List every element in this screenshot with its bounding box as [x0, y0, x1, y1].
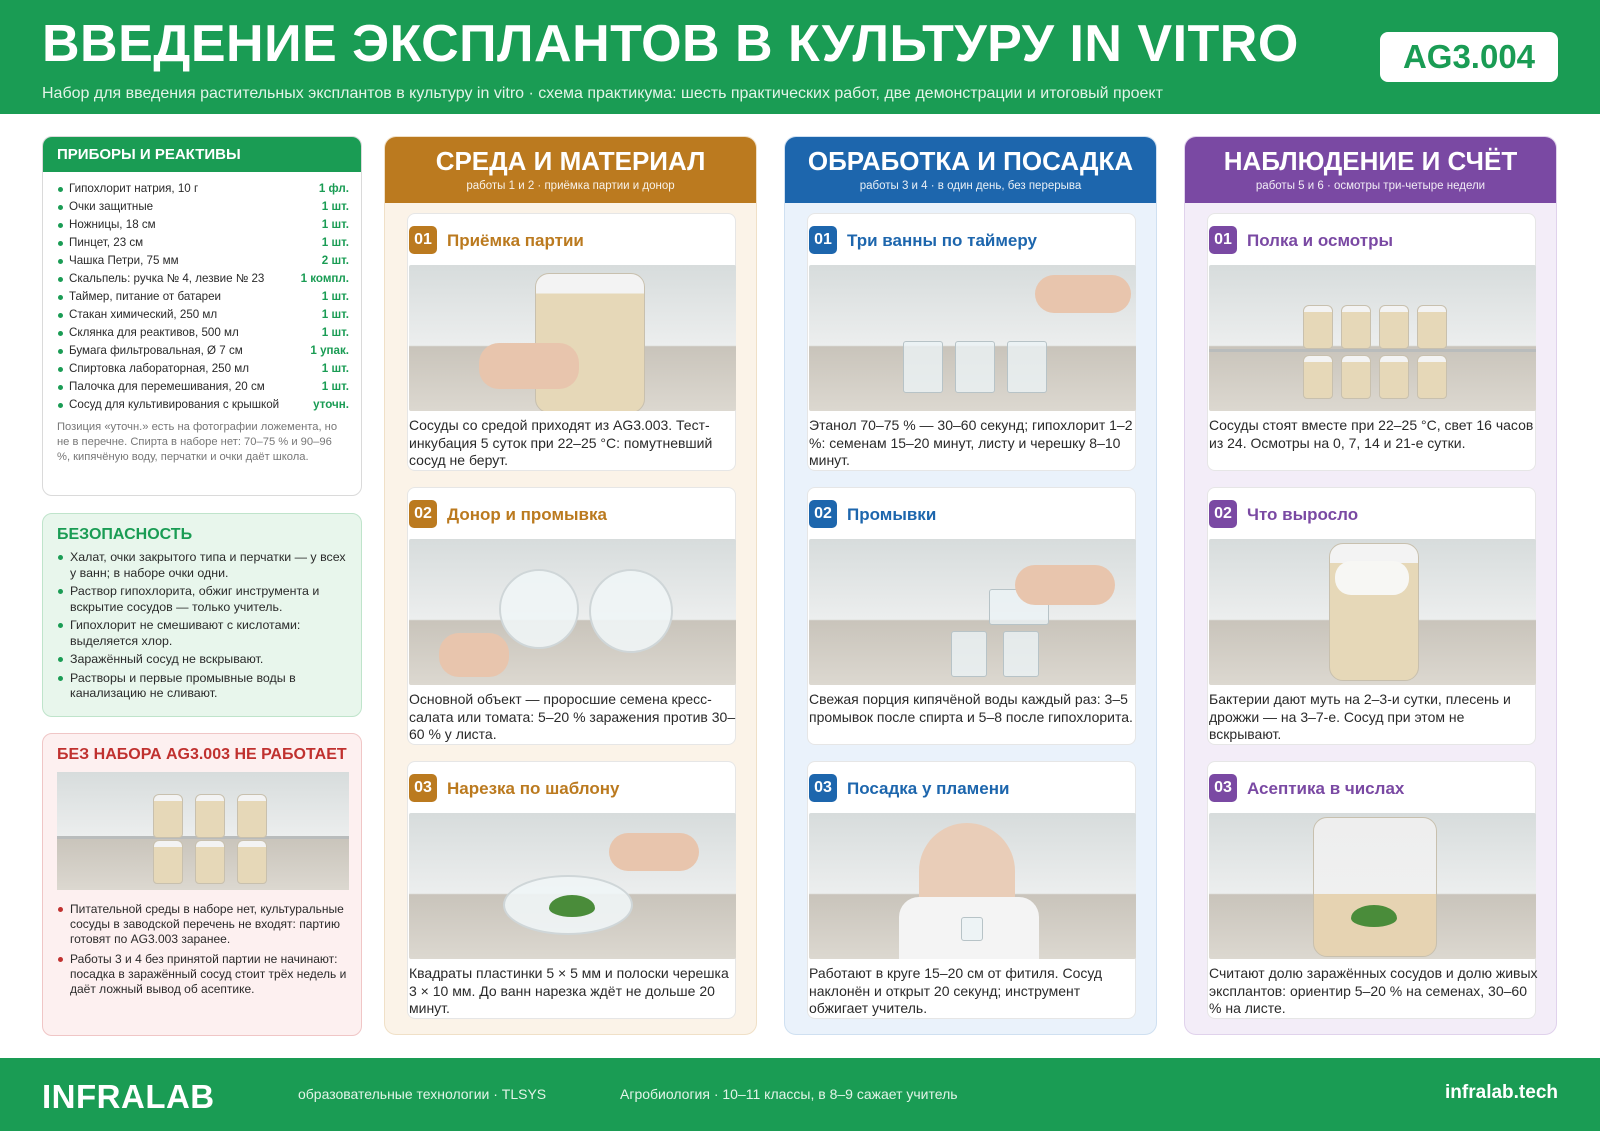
- step-card: [1207, 487, 1536, 745]
- step-card: [807, 487, 1136, 745]
- step-title: Нарезка по шаблону: [447, 779, 620, 798]
- step-number: 01: [809, 226, 837, 254]
- step-title: Асептика в числах: [1247, 779, 1405, 798]
- equipment-item: Гипохлорит натрия, 10 г 1 фл.: [57, 180, 349, 198]
- equipment-item: Спиртовка лабораторная, 250 мл 1 шт.: [57, 360, 349, 378]
- equipment-item: Склянка для реактивов, 500 мл 1 шт.: [57, 324, 349, 342]
- column-title: ОБРАБОТКА И ПОСАДКА: [807, 146, 1134, 176]
- column-subtitle: работы 1 и 2 · приёмка партии и донор: [466, 180, 675, 192]
- step-card: [1207, 761, 1536, 1019]
- page-footer: [0, 1058, 1600, 1131]
- column-medium-material: [384, 136, 757, 1035]
- page-subtitle: Набор для введения растительных эксплантов в культуру in vitro · схема практикума: шесть практических работ, две демонстрации и итоговый проект: [42, 85, 1163, 102]
- page-header: [0, 0, 1600, 114]
- step-title: Промывки: [847, 505, 937, 524]
- warning-panel: [42, 733, 362, 1036]
- step-text: Работают в круге 15–20 см от фитиля. Сосуд наклонён и открыт 20 секунд; инструмент обжигает учитель.: [809, 965, 1103, 1016]
- step-number: 01: [409, 226, 437, 254]
- safety-title: БЕЗОПАСНОСТЬ: [57, 526, 193, 543]
- warning-item: Питательной среды в наборе нет, культуральные сосуды в заводской перечень не входят: партию готовят по AG3.003 заранее.: [57, 902, 347, 947]
- step-text: Считают долю заражённых сосудов и долю живых эксплантов: ориентир 5–20 % на семенах, 30–60 % на листе.: [1209, 965, 1538, 1016]
- column-observation-count: [1184, 136, 1557, 1035]
- step-text: Сосуды стоят вместе при 22–25 °С, свет 16 часов из 24. Осмотры на 0, 7, 14 и 21-е сутки.: [1209, 417, 1534, 451]
- footer-company: образовательные технологии · TLSYS: [298, 1086, 547, 1102]
- equipment-item: Сосуд для культивирования с крышкой уточн.: [57, 396, 349, 414]
- step-number: 02: [409, 500, 437, 528]
- equipment-note: Позиция «уточн.» есть на фотографии ложемента, но не в перечне. Спирта в наборе нет: 70–75 % и 90–96 %, кипячёную воду, перчатки и очки даёт школа.: [57, 421, 338, 463]
- equipment-item: Стакан химический, 250 мл 1 шт.: [57, 306, 349, 324]
- step-card: [807, 761, 1136, 1019]
- step-card: [407, 213, 736, 471]
- step-card: [407, 761, 736, 1019]
- step-title: Донор и промывка: [447, 505, 607, 524]
- step-text: Квадраты пластинки 5 × 5 мм и полоски черешка 3 × 10 мм. До ванн нарезка ждёт не дольше 20 минут.: [409, 965, 729, 1016]
- equipment-item: Чашка Петри, 75 мм 2 шт.: [57, 252, 349, 270]
- safety-panel: [42, 513, 362, 717]
- warning-photo-jars: [57, 772, 349, 890]
- equipment-item: Пинцет, 23 см 1 шт.: [57, 234, 349, 252]
- equipment-title: ПРИБОРЫ И РЕАКТИВЫ: [43, 137, 361, 172]
- warning-item: Работы 3 и 4 без принятой партии не начинают: посадка в заражённый сосуд стоит трёх недель и даёт ложный вывод об асептике.: [57, 952, 347, 997]
- step-title: Полка и осмотры: [1247, 231, 1393, 250]
- equipment-item: Палочка для перемешивания, 20 см 1 шт.: [57, 378, 349, 396]
- step-title: Посадка у пламени: [847, 779, 1010, 798]
- step-number: 01: [1209, 226, 1237, 254]
- photo-rinsing: [809, 539, 1136, 685]
- step-title: Что выросло: [1247, 505, 1359, 524]
- photo-flame-planting: [809, 813, 1136, 959]
- footer-url[interactable]: infralab.tech: [1445, 1082, 1558, 1103]
- product-code-badge: AG3.004: [1380, 32, 1558, 82]
- step-title: Три ванны по таймеру: [847, 231, 1038, 250]
- column-subtitle: работы 3 и 4 · в один день, без перерыва: [859, 180, 1082, 192]
- safety-item: Растворы и первые промывные воды в канализацию не сливают.: [57, 671, 347, 702]
- step-text: Сосуды со средой приходят из AG3.003. Тест-инкубация 5 суток при 22–25 °С: помутневший сосуд не берут.: [409, 417, 713, 468]
- equipment-item: Скальпель: ручка № 4, лезвие № 23 1 компл.: [57, 270, 349, 288]
- equipment-panel: [42, 136, 362, 496]
- step-text: Этанол 70–75 % — 30–60 секунд; гипохлорит 1–2 %: семенам 15–20 минут, листу и черешку 8–10 минут.: [809, 417, 1133, 468]
- equipment-item: Очки защитные 1 шт.: [57, 198, 349, 216]
- column-title: СРЕДА И МАТЕРИАЛ: [435, 146, 706, 176]
- photo-seeds-dishes: [409, 539, 736, 685]
- photo-shelf-jars: [1209, 265, 1536, 411]
- column-header: [385, 137, 756, 203]
- equipment-item: Бумага фильтровальная, Ø 7 см 1 упак.: [57, 342, 349, 360]
- step-text: Свежая порция кипячёной воды каждый раз: 3–5 промывок после спирта и 5–8 после гипохлорита.: [809, 691, 1133, 725]
- step-card: [1207, 213, 1536, 471]
- step-number: 02: [809, 500, 837, 528]
- step-title: Приёмка партии: [447, 231, 584, 250]
- footer-course: Агробиология · 10–11 классы, в 8–9 сажает учитель: [620, 1086, 958, 1102]
- step-text: Основной объект — проросшие семена кресс-салата или томата: 5–20 % заражения против 30–60 % у листа.: [409, 691, 736, 742]
- photo-jar-acceptance: [409, 265, 736, 411]
- safety-item: Халат, очки закрытого типа и перчатки — у всех у ванн; в наборе очки одни.: [57, 550, 347, 581]
- step-text: Бактерии дают муть на 2–3-и сутки, плесень и дрожжи — на 3–7-е. Сосуд при этом не вскрывают.: [1209, 691, 1511, 742]
- equipment-item: Таймер, питание от батареи 1 шт.: [57, 288, 349, 306]
- step-card: [407, 487, 736, 745]
- step-number: 03: [809, 774, 837, 802]
- warning-title: БЕЗ НАБОРА AG3.003 НЕ РАБОТАЕТ: [57, 746, 347, 763]
- safety-list: [43, 550, 361, 702]
- step-number: 02: [1209, 500, 1237, 528]
- safety-item: Гипохлорит не смешивают с кислотами: выделяется хлор.: [57, 618, 347, 649]
- page-title: ВВЕДЕНИЕ ЭКСПЛАНТОВ В КУЛЬТУРУ IN VITRO: [42, 15, 1299, 73]
- column-header: [1185, 137, 1556, 203]
- photo-leaf-cutting: [409, 813, 736, 959]
- equipment-item: Ножницы, 18 см 1 шт.: [57, 216, 349, 234]
- column-subtitle: работы 5 и 6 · осмотры три-четыре недели: [1255, 180, 1486, 192]
- equipment-list: [43, 172, 361, 414]
- mold-growth: [1335, 561, 1409, 595]
- safety-item: Заражённый сосуд не вскрывают.: [57, 652, 347, 668]
- photo-three-baths: [809, 265, 1136, 411]
- safety-item: Раствор гипохлорита, обжиг инструмента и вскрытие сосудов — только учитель.: [57, 584, 347, 615]
- step-card: [807, 213, 1136, 471]
- step-number: 03: [409, 774, 437, 802]
- column-treatment-planting: [784, 136, 1157, 1035]
- infralab-logo: INFRALAB: [42, 1078, 215, 1115]
- column-header: [785, 137, 1156, 203]
- photo-jar-leaf: [1209, 813, 1536, 959]
- step-number: 03: [1209, 774, 1237, 802]
- photo-contaminated-jar: [1209, 539, 1536, 685]
- warning-list: [43, 902, 361, 997]
- column-title: НАБЛЮДЕНИЕ И СЧЁТ: [1223, 146, 1518, 176]
